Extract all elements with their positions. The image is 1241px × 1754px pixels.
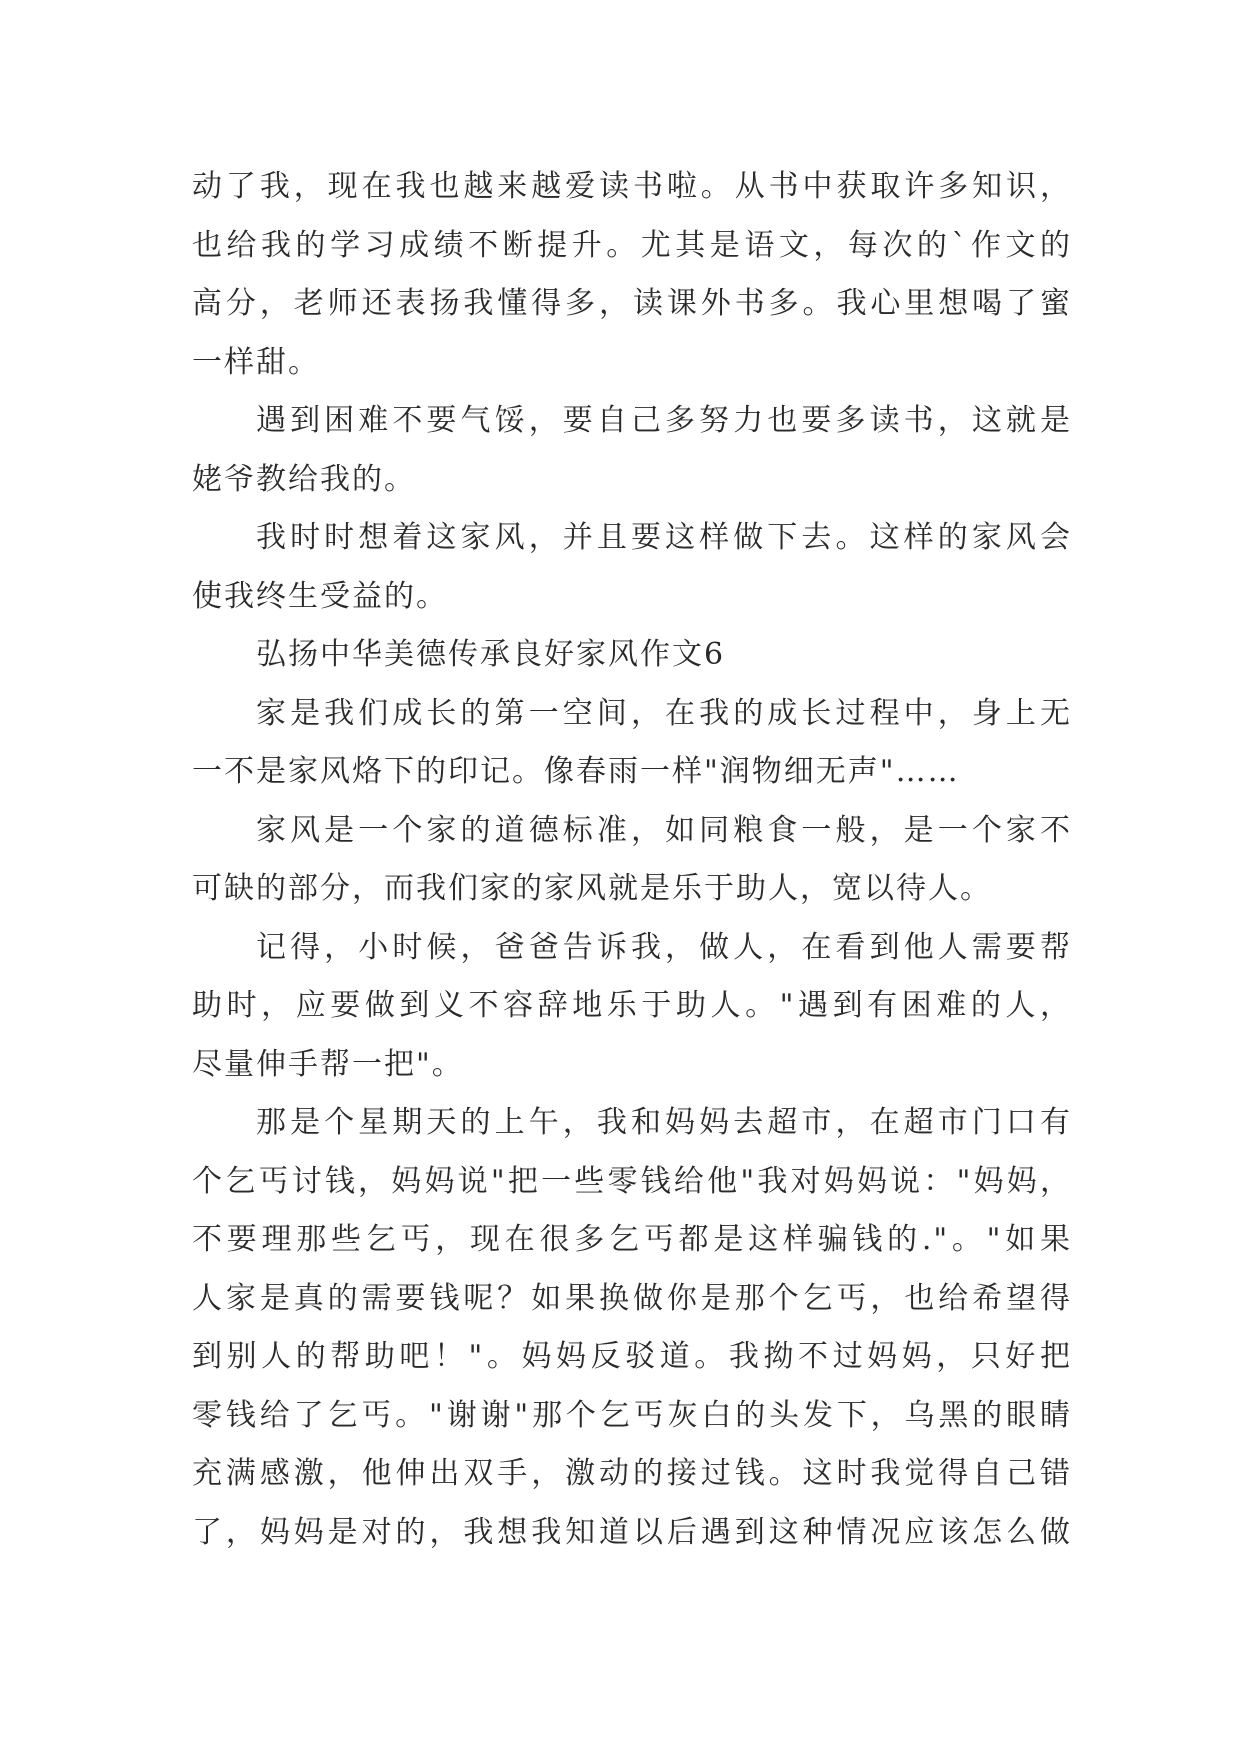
text-line: 使我终生受益的。 (192, 578, 448, 614)
text-line: 高分，老师还表扬我懂得多，读课外书多。我心里想喝了蜜 (192, 286, 1072, 321)
paragraph-start-line: 那是个星期天的上午，我和妈妈去超市，在超市门口有 (256, 1105, 1072, 1140)
text-line: 也给我的学习成绩不断提升。尤其是语文，每次的`作文的 (192, 227, 1072, 263)
text-line: 可缺的部分，而我们家的家风就是乐于助人，宽以待人。 (192, 871, 992, 906)
text-line: 尽量伸手帮一把"。 (192, 1046, 464, 1082)
text-line: 姥爷教给我的。 (192, 461, 416, 497)
section-title: 弘扬中华美德传承良好家风作文6 (256, 637, 726, 672)
text-line: 不要理那些乞丐，现在很多乞丐都是这样骗钱的."。"如果 (192, 1222, 1072, 1257)
paragraph-start-line: 家风是一个家的道德标准，如同粮食一般，是一个家不 (256, 812, 1072, 848)
text-line: 了，妈妈是对的，我想我知道以后遇到这种情况应该怎么做 (192, 1514, 1072, 1550)
text-line: 零钱给了乞丐。"谢谢"那个乞丐灰白的头发下，乌黑的眼睛 (192, 1397, 1072, 1433)
text-line: 充满感激，他伸出双手，激动的接过钱。这时我觉得自己错 (192, 1456, 1072, 1491)
paragraph-start-line: 我时时想着这家风，并且要这样做下去。这样的家风会 (256, 520, 1072, 555)
text-line: 一样甜。 (192, 344, 320, 380)
paragraph-start-line: 记得，小时候，爸爸告诉我，做人，在看到他人需要帮 (256, 929, 1072, 965)
paragraph-start-line: 家是我们成长的第一空间，在我的成长过程中，身上无 (256, 695, 1072, 731)
text-line: 个乞丐讨钱，妈妈说"把一些零钱给他"我对妈妈说："妈妈， (192, 1163, 1072, 1199)
text-line: 动了我，现在我也越来越爱读书啦。从书中获取许多知识， (192, 169, 1072, 204)
essay-body (192, 158, 1072, 1562)
text-line: 一不是家风烙下的印记。像春雨一样"润物细无声"…… (192, 754, 960, 789)
text-line: 到别人的帮助吧！"。妈妈反驳道。我拗不过妈妈，只好把 (192, 1339, 1072, 1374)
text-line: 助时，应要做到义不容辞地乐于助人。"遇到有困难的人， (192, 988, 1072, 1023)
text-line: 人家是真的需要钱呢？如果换做你是那个乞丐，也给希望得 (192, 1280, 1072, 1316)
paragraph-start-line: 遇到困难不要气馁，要自己多努力也要多读书，这就是 (256, 403, 1072, 438)
